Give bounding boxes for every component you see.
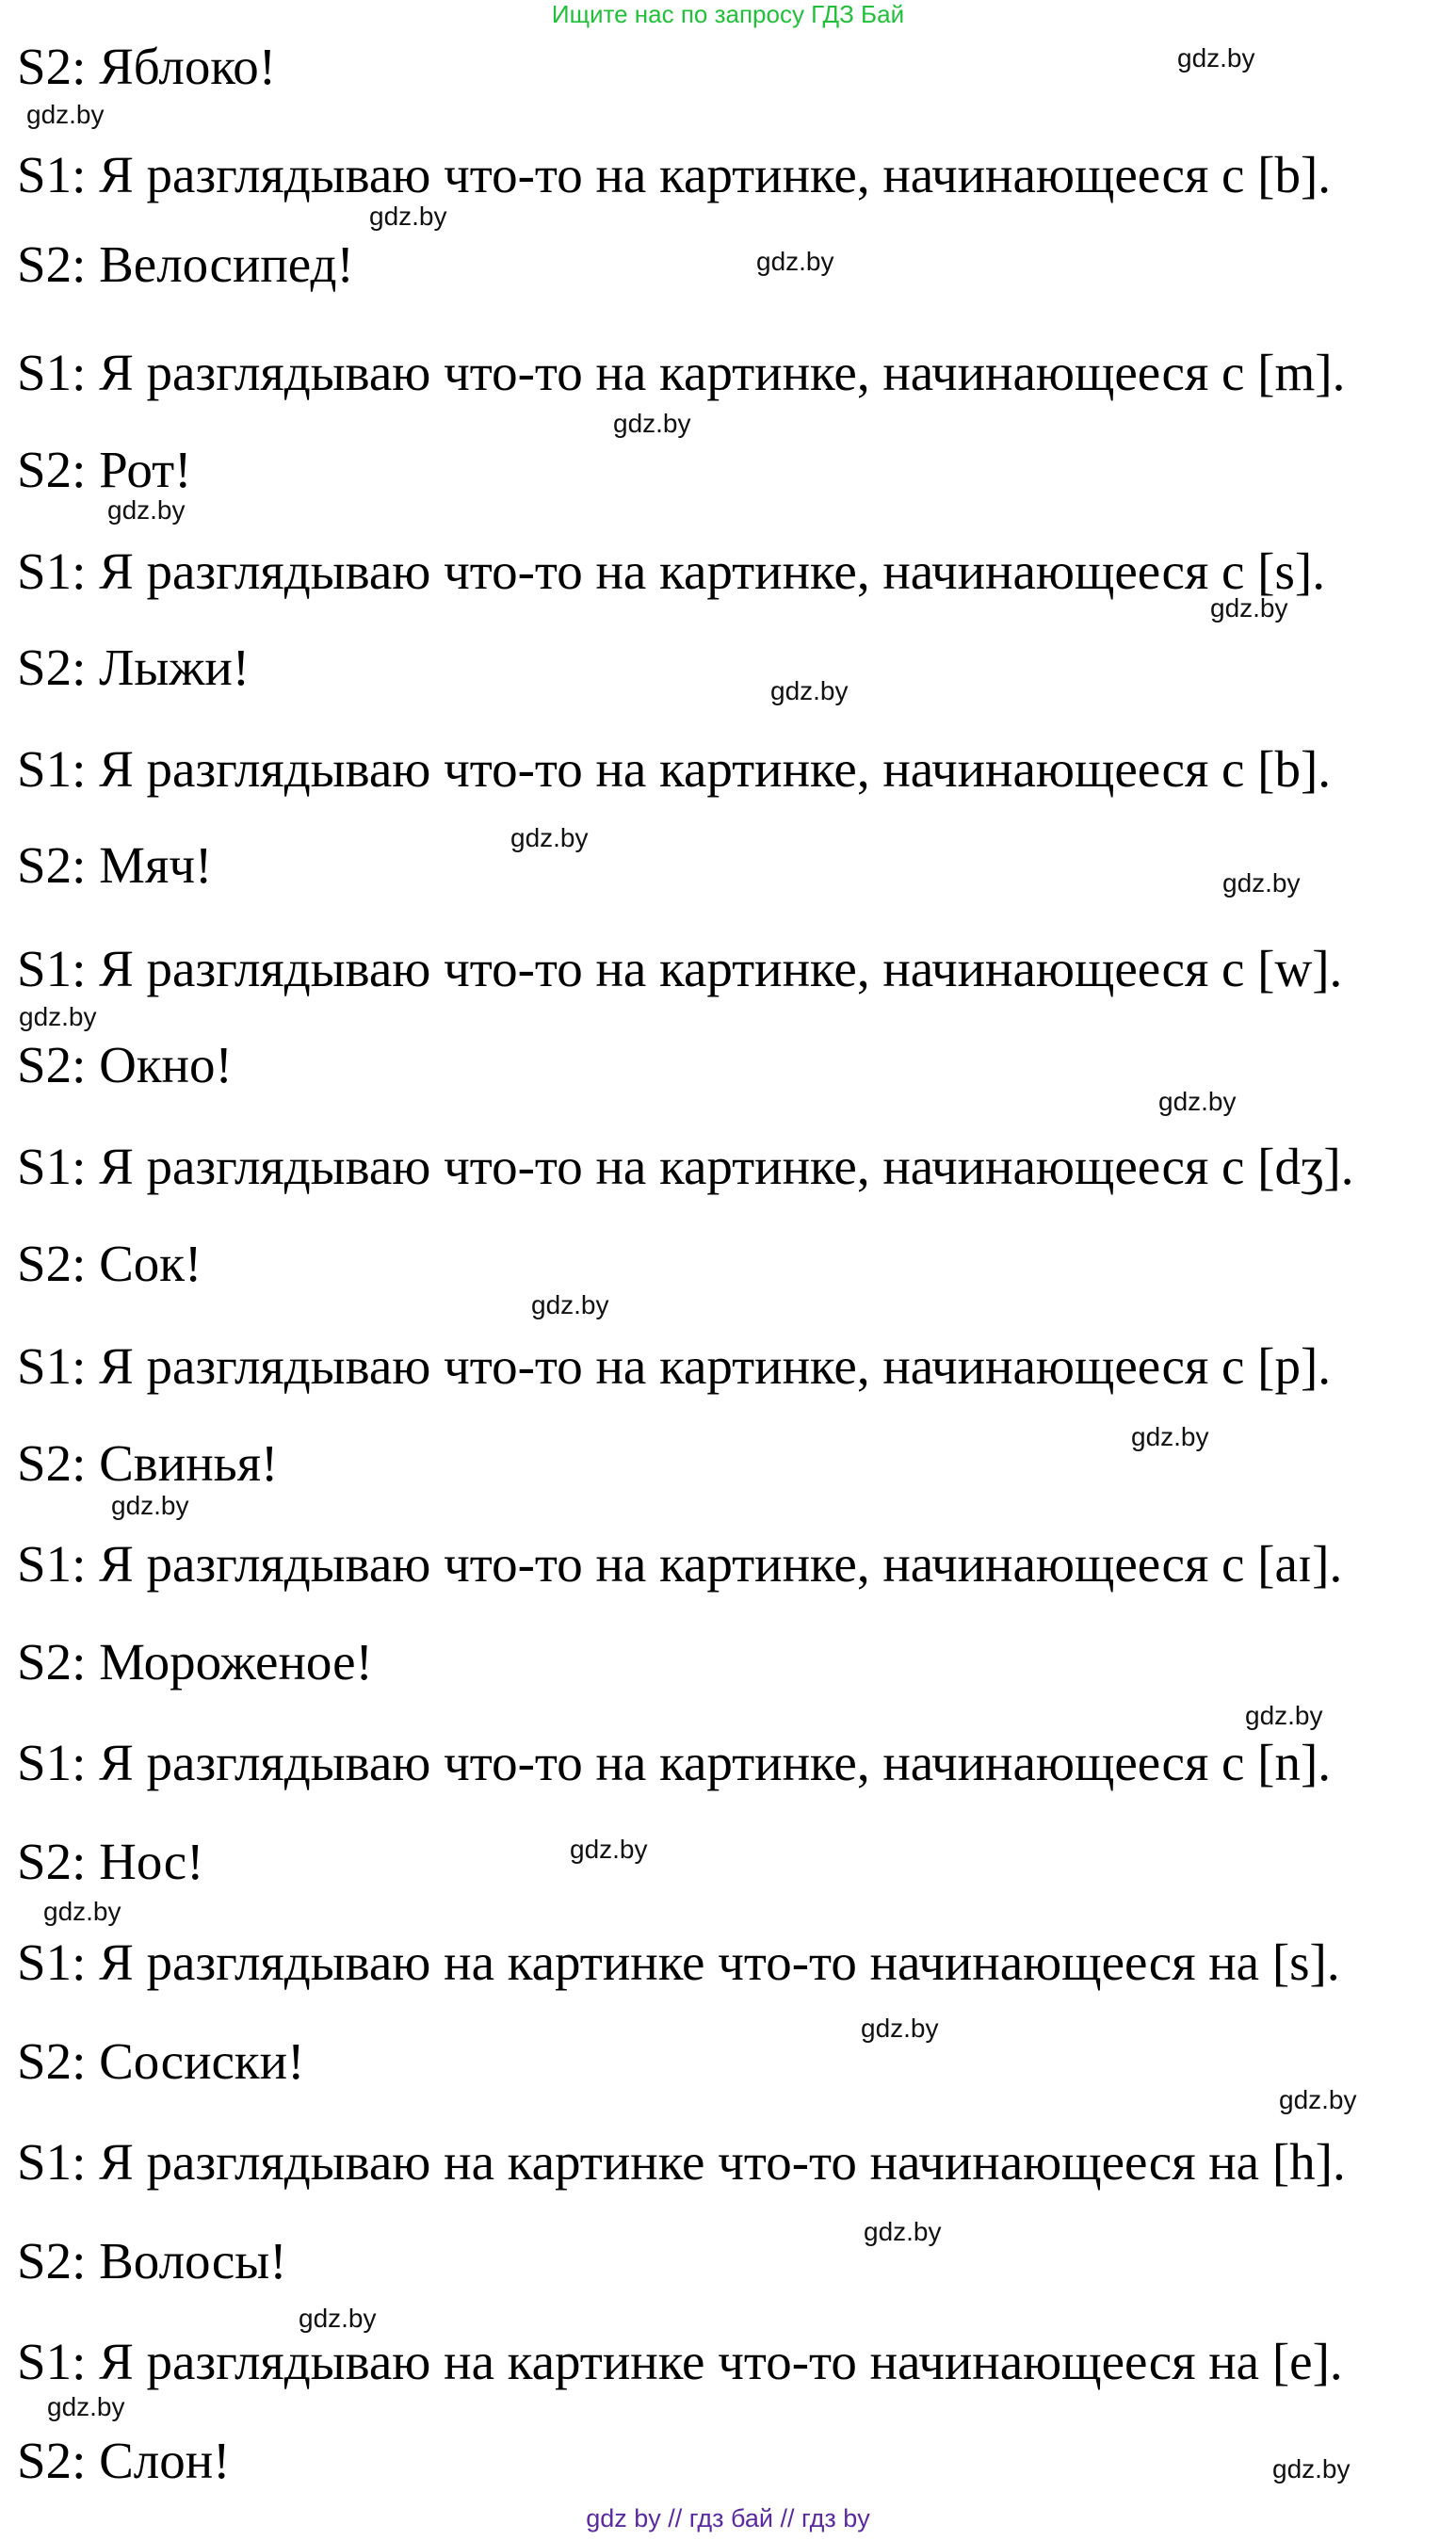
watermark: gdz.by	[531, 1290, 609, 1319]
watermark: gdz.by	[43, 1897, 121, 1926]
watermark: gdz.by	[1279, 2085, 1357, 2114]
watermark: gdz.by	[756, 247, 834, 276]
watermark: gdz.by	[107, 495, 186, 525]
dialogue-line: S2: Рот!	[17, 441, 192, 498]
watermark: gdz.by	[19, 1002, 97, 1031]
dialogue-line: S2: Яблоко!	[17, 38, 277, 95]
watermark: gdz.by	[510, 823, 589, 852]
dialogue-line: S2: Мяч!	[17, 836, 213, 894]
watermark: gdz.by	[26, 100, 105, 129]
watermark: gdz.by	[1272, 2454, 1351, 2483]
dialogue-line: S2: Сосиски!	[17, 2032, 305, 2090]
watermark: gdz.by	[864, 2217, 942, 2246]
dialogue-line: S2: Окно!	[17, 1036, 233, 1093]
dialogue-line: S1: Я разглядываю что-то на картинке, начинающееся с [m].	[17, 344, 1346, 401]
watermark: gdz.by	[111, 1491, 189, 1520]
dialogue-line: S2: Нос!	[17, 1833, 204, 1890]
watermark: gdz.by	[1222, 868, 1301, 898]
dialogue-line: S2: Слон!	[17, 2432, 231, 2489]
dialogue-line: S2: Лыжи!	[17, 639, 251, 696]
dialogue-line: S1: Я разглядываю что-то на картинке, начинающееся с [dʒ].	[17, 1138, 1354, 1195]
dialogue-line: S1: Я разглядываю на картинке что-то начинающееся на [s].	[17, 1933, 1340, 1991]
dialogue-line: S1: Я разглядываю что-то на картинке, начинающееся с [aɪ].	[17, 1535, 1343, 1593]
watermark: gdz.by	[1131, 1422, 1209, 1451]
watermark: gdz.by	[369, 202, 447, 231]
watermark: gdz.by	[1245, 1701, 1323, 1730]
footer-links[interactable]: gdz by // гдз бай // гдз by	[586, 2504, 870, 2532]
watermark: gdz.by	[613, 409, 691, 438]
watermark: gdz.by	[770, 676, 849, 705]
dialogue-line: S1: Я разглядываю что-то на картинке, начинающееся с [b].	[17, 740, 1332, 798]
dialogue-line: S2: Волосы!	[17, 2232, 287, 2289]
dialogue-line: S2: Свинья!	[17, 1434, 279, 1492]
dialogue-line: S2: Сок!	[17, 1235, 202, 1292]
dialogue-line: S2: Велосипед!	[17, 235, 354, 293]
dialogue-line: S1: Я разглядываю что-то на картинке, начинающееся с [s].	[17, 542, 1325, 600]
top-banner[interactable]: Ищите нас по запросу ГДЗ Бай	[551, 0, 905, 28]
dialogue-line: S1: Я разглядываю на картинке что-то начинающееся на [e].	[17, 2333, 1343, 2390]
dialogue-line: S1: Я разглядываю что-то на картинке, начинающееся с [p].	[17, 1337, 1332, 1395]
dialogue-line: S1: Я разглядываю на картинке что-то начинающееся на [h].	[17, 2133, 1346, 2191]
dialogue-line: S1: Я разглядываю что-то на картинке, начинающееся с [b].	[17, 146, 1332, 203]
watermark: gdz.by	[570, 1835, 648, 1864]
watermark: gdz.by	[299, 2304, 377, 2333]
watermark: gdz.by	[1210, 593, 1288, 623]
watermark: gdz.by	[1158, 1087, 1237, 1116]
dialogue-line: S1: Я разглядываю что-то на картинке, начинающееся с [w].	[17, 940, 1343, 997]
watermark: gdz.by	[861, 2014, 939, 2043]
dialogue-line: S2: Мороженое!	[17, 1633, 373, 1691]
dialogue-line: S1: Я разглядываю что-то на картинке, начинающееся с [n].	[17, 1734, 1332, 1791]
watermark: gdz.by	[1177, 43, 1255, 73]
watermark: gdz.by	[47, 2392, 125, 2421]
